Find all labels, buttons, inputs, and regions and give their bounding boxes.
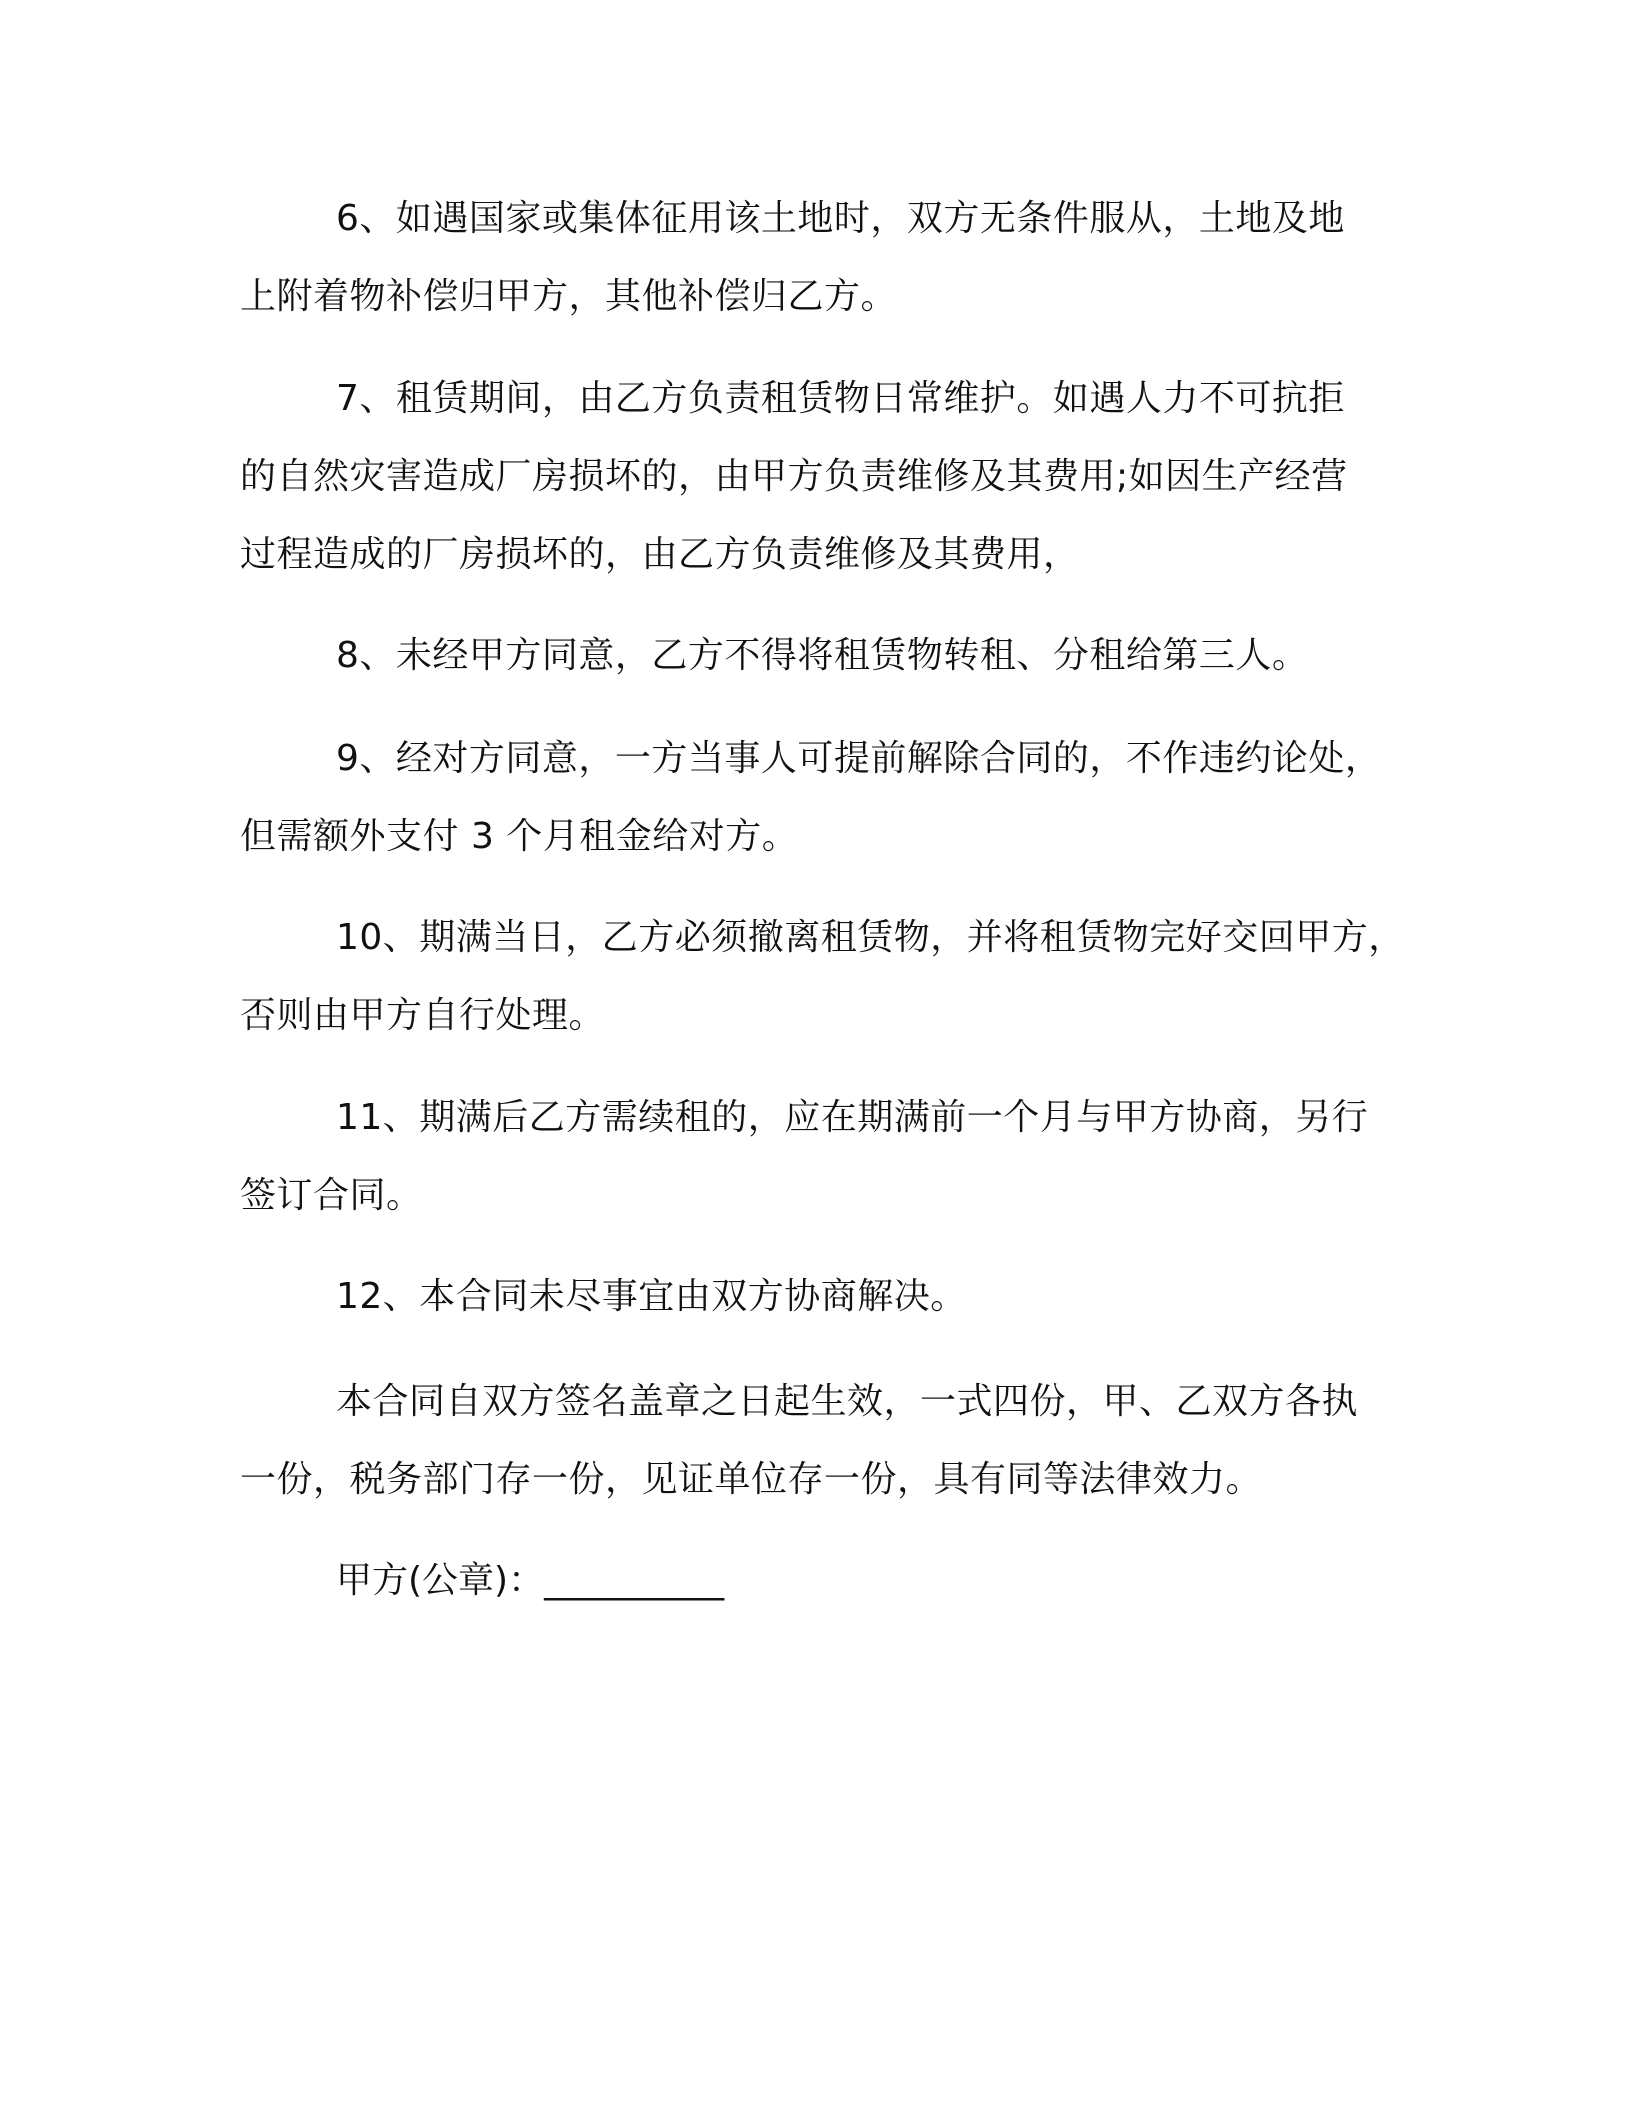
clause-7-line-1: 7、租赁期间，由乙方负责租赁物日常维护。如遇人力不可抗拒 (336, 378, 1345, 419)
clause-6-line-2: 上附着物补偿归甲方，其他补偿归乙方。 (240, 276, 898, 317)
effective-clause-line-1: 本合同自双方签名盖章之日起生效，一式四份，甲、乙双方各执 (336, 1381, 1359, 1422)
clause-7-line-3: 过程造成的厂房损坏的，由乙方负责维修及其费用， (240, 534, 1080, 575)
clause-8 (240, 617, 1420, 695)
party-a-signature (336, 1542, 724, 1620)
party-a-label: 甲方(公章)： (336, 1560, 545, 1601)
clause-10-line-1: 10、期满当日，乙方必须撤离租赁物，并将租赁物完好交回甲方， (336, 917, 1405, 958)
effective-clause (240, 1363, 1420, 1519)
clause-6 (240, 180, 1420, 336)
effective-clause-line-2: 一份，税务部门存一份，见证单位存一份，具有同等法律效力。 (240, 1459, 1263, 1500)
clause-10-line-2: 否则由甲方自行处理。 (240, 995, 606, 1036)
clause-10 (240, 899, 1420, 1055)
clause-11-line-1: 11、期满后乙方需续租的，应在期满前一个月与甲方协商，另行 (336, 1097, 1369, 1138)
clause-9-line-1: 9、经对方同意，一方当事人可提前解除合同的，不作违约论处， (336, 738, 1382, 779)
clause-12-line-1: 12、本合同未尽事宜由双方协商解决。 (336, 1276, 967, 1317)
clause-7 (240, 360, 1420, 594)
clause-8-line-1: 8、未经甲方同意，乙方不得将租赁物转租、分租给第三人。 (336, 635, 1309, 676)
signature-blank: __________ (544, 1560, 725, 1601)
clause-7-line-2: 的自然灾害造成厂房损坏的，由甲方负责维修及其费用;如因生产经营 (240, 456, 1348, 497)
clause-6-line-1: 6、如遇国家或集体征用该土地时，双方无条件服从，土地及地 (336, 198, 1345, 239)
clause-11 (240, 1079, 1420, 1235)
clause-11-line-2: 签订合同。 (240, 1175, 423, 1216)
clause-9 (240, 720, 1420, 876)
clause-12 (240, 1258, 1420, 1336)
clause-9-line-2: 但需额外支付 3 个月租金给对方。 (240, 816, 799, 857)
